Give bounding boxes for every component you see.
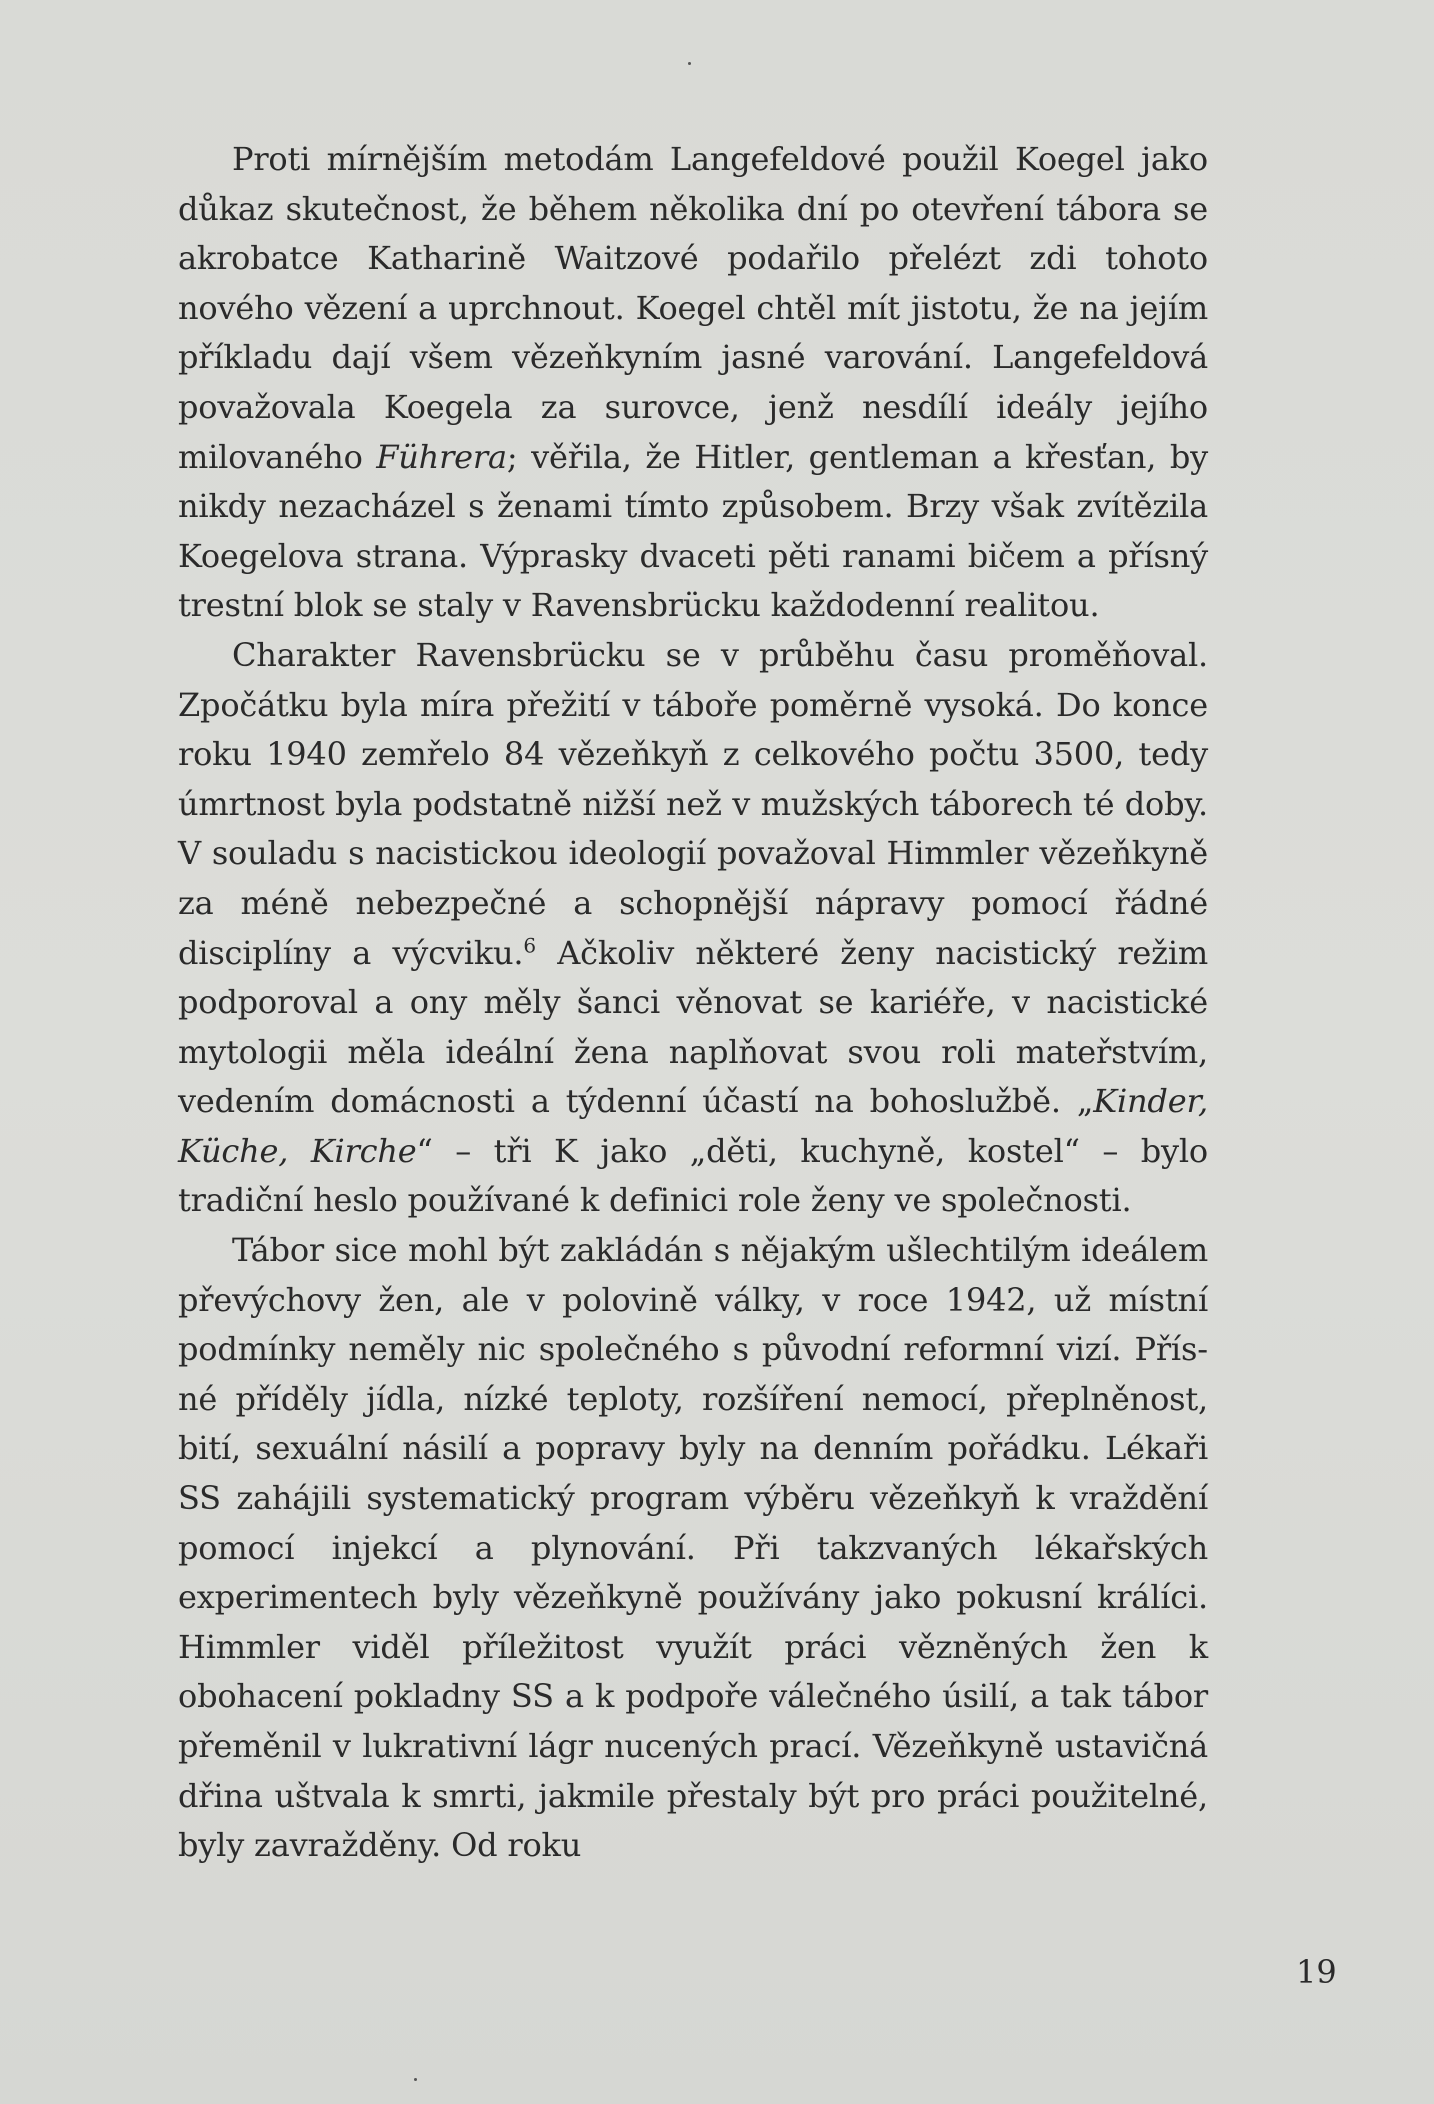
paragraph-1	[178, 135, 1208, 631]
speck-mark	[414, 2078, 417, 2081]
page-number: 19	[1296, 1953, 1337, 1991]
text-segment: ; věřila, že Hitler, gentleman a křesťan, by nikdy nezacházel s ženami tímto způsobem. Brzy však zvítězila Koegelova strana. Výprasky dvaceti pěti ranami bičem a přísný trestní blok se staly v Ravensbrücku každodenní realitou.	[178, 437, 1208, 625]
text-segment: Proti mírnějším metodám Langefeldové použil Koegel jako důkaz skutečnost, že během několika dní po otevření tábora se akrobatce Katharině Waitzové podařilo přelézt zdi tohoto nového vězení a uprchnout. Koegel chtěl mít jistotu, že na jejím příkladu dají všem vězeňkyním jasné varování. Langefeldová považovala Koegela za surovce, jenž nesdílí ideály jejího milovaného	[178, 140, 1208, 476]
italic-segment: Kinder, Küche, Kirche	[178, 1082, 1208, 1170]
text-segment: “ – tři K jako „děti, kuchyně, kostel“ – bylo tradiční heslo používané k definici role ženy ve společnosti.	[178, 1131, 1208, 1220]
speck-mark	[688, 62, 691, 65]
paragraph-2	[178, 631, 1208, 1226]
text-segment: Tábor sice mohl být zakládán s nějakým ušlechtilým ideálem převýchovy žen, ale v polovině války, v roce 1942, už místní podmínky neměly nic společného s původní reformní vizí. Přísné příděly jídla, nízké teploty, rozšíření nemocí, přeplněnost, bití, sexuální násilí a popravy byly na denním pořádku. Lékaři SS zahájili systematický program výběru vězeňkyň k vraždění pomocí injekcí a plynování. Při takzvaných lékařských experimentech byly vězeňkyně používány jako pokusní králíci. Himmler viděl příležitost využít práci vězněných žen k obohacení pokladny SS a k podpoře válečného úsilí, a tak tábor přeměnil v lukrativní lágr nucených prací. Vězeňkyně ustavičná dřina uštvala k smrti, jakmile přestaly být pro práci použitelné, byly zavražděny. Od roku	[178, 1231, 1208, 1865]
paragraph-3	[178, 1226, 1208, 1871]
text-segment: Charakter Ravensbrücku se v průběhu času proměňoval. Zpočátku byla míra přežití v táboře poměrně vysoká. Do konce roku 1940 zemřelo 84 vězeňkyň z celkového počtu 3500, tedy úmrtnost byla podstatně nižší než v mužských táborech té doby. V souladu s nacistickou ideologií považoval Himmler vězeňkyně za méně nebezpečné a schopnější nápravy pomocí řádné disciplíny a výcviku.	[178, 635, 1208, 972]
footnote-ref: 6	[523, 932, 536, 957]
body-text	[178, 135, 1208, 1871]
italic-segment: Führera	[376, 437, 507, 476]
text-segment: Ačkoliv některé ženy nacistický režim podporoval a ony měly šanci věnovat se kariéře, v nacistické mytologii měla ideální žena naplňovat svou roli mateřstvím, vedením domácnosti a týdenní účastí na bohoslužbě. „	[178, 933, 1208, 1121]
